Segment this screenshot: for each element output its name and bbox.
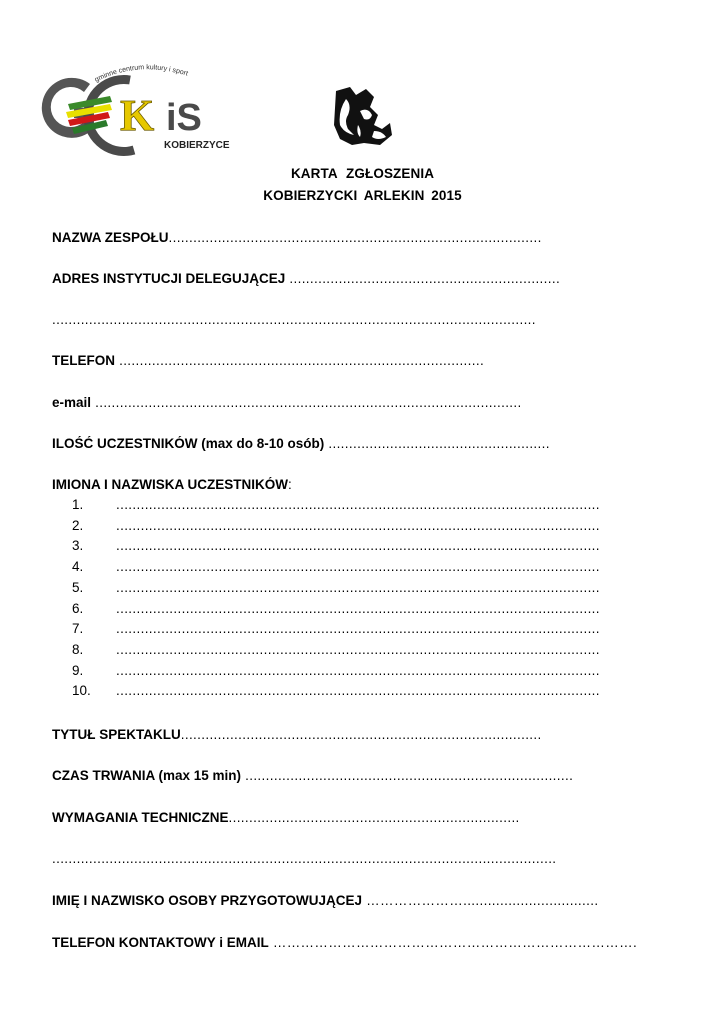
field-phone: TELEFON ......................................................................................... bbox=[52, 353, 485, 368]
field-participant-count: ILOŚĆ UCZESTNIKÓW (max do 8-10 osób) ...................................................... bbox=[52, 436, 550, 451]
list-item: 10. ...................................................................................................................... bbox=[72, 683, 600, 699]
field-team-name: NAZWA ZESPOŁU........................................................................................... bbox=[52, 230, 542, 245]
field-performance-title: TYTUŁ SPEKTAKLU........................................................................................ bbox=[52, 727, 542, 742]
field-preparer-name: IMIĘ I NAZWISKO OSOBY PRZYGOTOWUJĄCEJ …………………................................. bbox=[52, 893, 599, 908]
list-item: 9. ...................................................................................................................... bbox=[72, 662, 600, 678]
logo-subtitle: KOBIERZYCE bbox=[164, 140, 230, 151]
field-delegating-institution: ADRES INSTYTUCJI DELEGUJĄCEJ .................................................................. bbox=[52, 271, 561, 286]
field-duration: CZAS TRWANIA (max 15 min) ................................................................................ bbox=[52, 768, 574, 783]
participants-heading: IMIONA I NAZWISKA UCZESTNIKÓW: bbox=[52, 477, 292, 492]
gckis-logo bbox=[38, 58, 238, 158]
list-item: 7. ...................................................................................................................... bbox=[72, 621, 600, 637]
form-title: KARTA ZGŁOSZENIA bbox=[290, 166, 435, 181]
svg-text:gminne centrum kultury i sport: gminne centrum kultury i sport bbox=[93, 64, 189, 84]
list-item: 2. ...................................................................................................................... bbox=[72, 517, 600, 533]
svg-text:iS: iS bbox=[166, 97, 202, 139]
list-item: 5. ...................................................................................................................... bbox=[72, 579, 600, 595]
list-item: 6. ...................................................................................................................... bbox=[72, 600, 600, 616]
theatre-mask-icon bbox=[330, 85, 396, 147]
svg-text:K: K bbox=[120, 91, 155, 140]
list-item: 3. ...................................................................................................................... bbox=[72, 538, 600, 554]
field-address-continuation: ...................................................................................................................... bbox=[52, 312, 536, 327]
list-item: 8. ...................................................................................................................... bbox=[72, 641, 600, 657]
field-email: e-mail ........................................................................................................ bbox=[52, 395, 522, 410]
field-requirements-continuation: ........................................................................................................................... bbox=[52, 851, 557, 866]
field-contact-phone-email: TELEFON KONTAKTOWY i EMAIL ……………………………………………………………………. bbox=[52, 935, 638, 950]
form-subtitle: KOBIERZYCKI ARLEKIN 2015 bbox=[263, 188, 462, 203]
list-item: 4. ...................................................................................................................... bbox=[72, 559, 600, 575]
field-technical-requirements: WYMAGANIA TECHNICZNE....................................................................... bbox=[52, 810, 520, 825]
list-item: 1. ...................................................................................................................... bbox=[72, 497, 600, 512]
